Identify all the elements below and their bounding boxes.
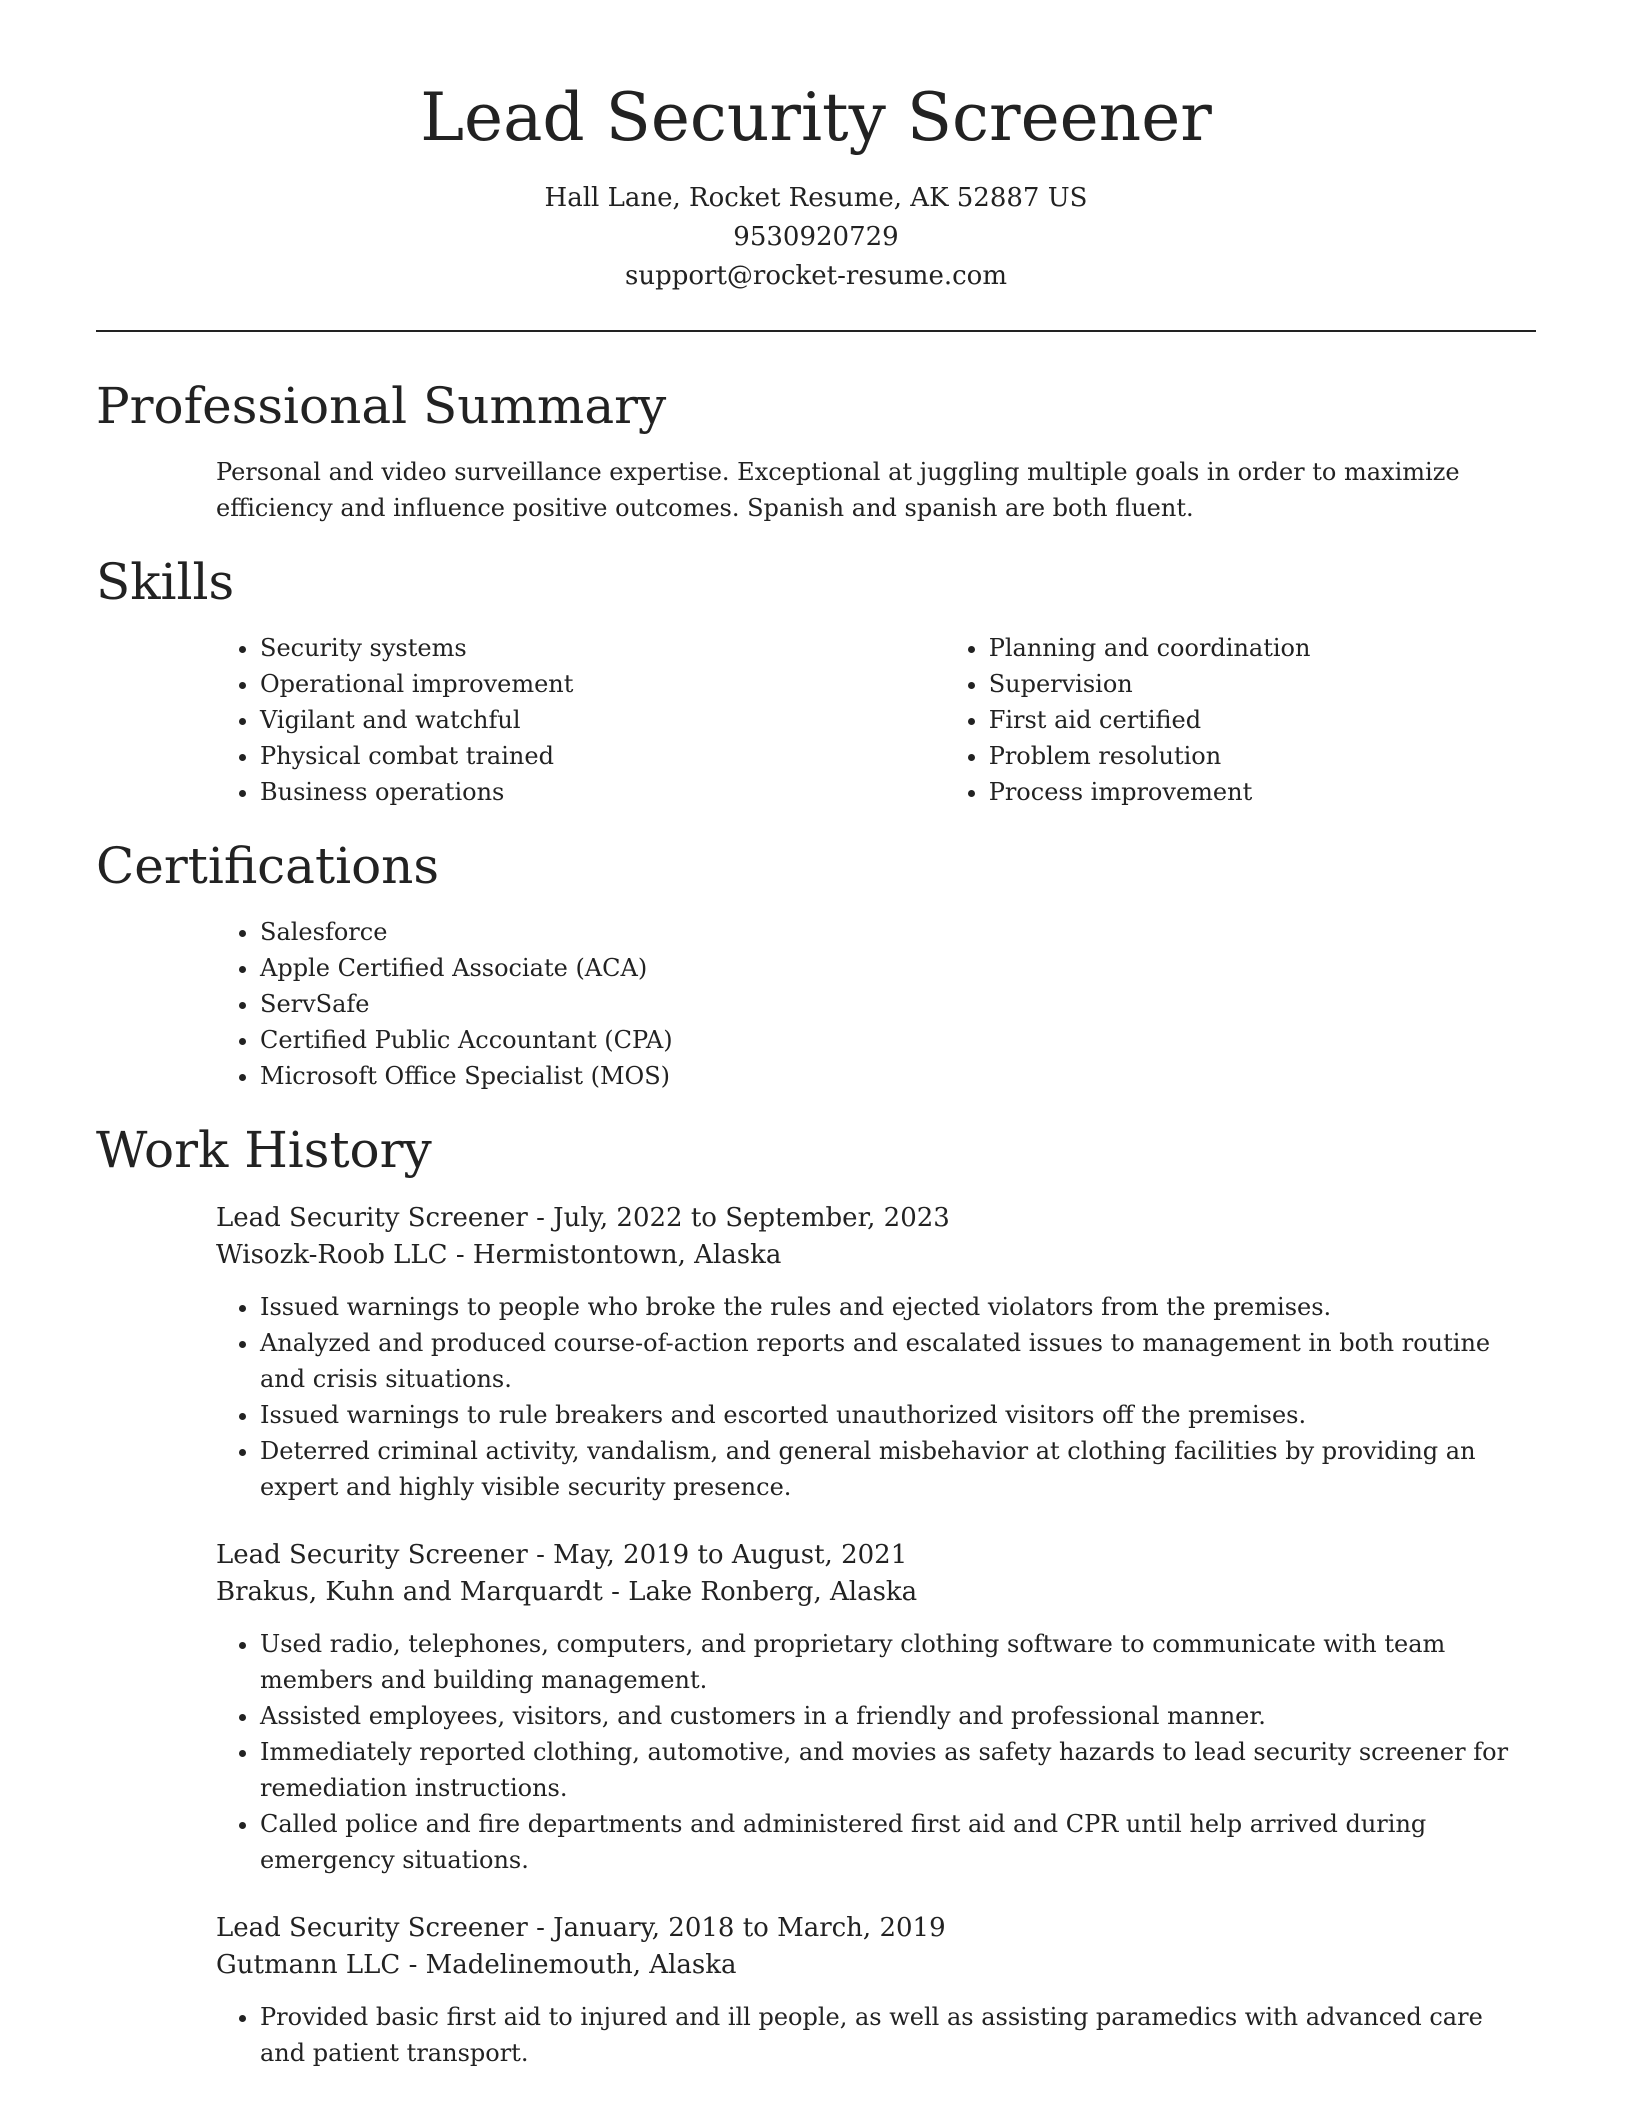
job-title: Lead Security Screener - May, 2019 to August, 2021 [216, 1539, 908, 1570]
summary-heading: Professional Summary [96, 377, 667, 435]
list-item: • Called police and fire departments and administered first aid and CPR until help arrived during emergency situations. [260, 1806, 1530, 1878]
list-item: • Salesforce [260, 914, 1536, 950]
skills-list-right [825, 630, 1536, 810]
contact-address: Hall Lane, Rocket Resume, AK 52887 US [544, 182, 1088, 213]
job-title: Lead Security Screener - January, 2018 to March, 2019 [216, 1912, 946, 1943]
list-item: • Security systems [260, 630, 825, 666]
list-item: • Business operations [260, 774, 825, 810]
list-item: • Problem resolution [989, 738, 1536, 774]
summary-text: Personal and video surveillance expertise. Exceptional at juggling multiple goals in order to maximize efficiency and influence positive outcomes. Spanish and spanish are both fluent. [216, 457, 1460, 522]
work-history-section [96, 1122, 1536, 2071]
list-item: • Planning and coordination [989, 630, 1536, 666]
list-item: • Deterred criminal activity, vandalism, and general misbehavior at clothing facilities by providing an expert and highly visible security presence. [260, 1433, 1530, 1505]
list-item: • Apple Certified Associate (ACA) [260, 950, 1536, 986]
job-company: Brakus, Kuhn and Marquardt - Lake Ronberg, Alaska [216, 1576, 918, 1607]
contact-email: support@rocket-resume.com [624, 260, 1007, 291]
contact-phone: 9530920729 [733, 221, 899, 252]
summary-section [96, 378, 1536, 526]
job-duties [216, 1999, 1536, 2071]
job-title: Lead Security Screener - July, 2022 to September, 2023 [216, 1202, 950, 1233]
job-entry [216, 1910, 1536, 2071]
skills-section [96, 554, 1536, 810]
job-duties [216, 1289, 1536, 1505]
certifications-list [96, 914, 1536, 1094]
list-item: • Physical combat trained [260, 738, 825, 774]
skills-list-left [96, 630, 825, 810]
list-item: • Vigilant and watchful [260, 702, 825, 738]
list-item: • Process improvement [989, 774, 1536, 810]
list-item: • Immediately reported clothing, automotive, and movies as safety hazards to lead security screener for remediation instructions. [260, 1734, 1530, 1806]
skills-heading: Skills [96, 553, 235, 611]
list-item: • Supervision [989, 666, 1536, 702]
skills-columns [96, 630, 1536, 810]
list-item: • Operational improvement [260, 666, 825, 702]
list-item: • Assisted employees, visitors, and customers in a friendly and professional manner. [260, 1698, 1530, 1734]
list-item: • First aid certified [989, 702, 1536, 738]
job-duties [216, 1626, 1536, 1878]
job-entry [216, 1537, 1536, 1878]
list-item: • Certified Public Accountant (CPA) [260, 1022, 1536, 1058]
candidate-name: Lead Security Screener [420, 79, 1212, 156]
job-entry [216, 1200, 1536, 1505]
list-item: • Analyzed and produced course-of-action reports and escalated issues to management in both routine and crisis situations. [260, 1325, 1530, 1397]
list-item: • Provided basic first aid to injured and ill people, as well as assisting paramedics with advanced care and patient transport. [260, 1999, 1530, 2071]
work-history-heading: Work History [96, 1121, 432, 1179]
job-company: Wisozk-Roob LLC - Hermistontown, Alaska [216, 1239, 782, 1270]
certifications-heading: Certifications [96, 837, 440, 895]
certifications-section [96, 838, 1536, 1094]
resume-header [96, 0, 1536, 332]
list-item: • Issued warnings to rule breakers and escorted unauthorized visitors off the premises. [260, 1397, 1530, 1433]
list-item: • Microsoft Office Specialist (MOS) [260, 1058, 1536, 1094]
header-divider [96, 330, 1536, 332]
list-item: • ServSafe [260, 986, 1536, 1022]
list-item: • Issued warnings to people who broke the rules and ejected violators from the premises. [260, 1289, 1530, 1325]
job-company: Gutmann LLC - Madelinemouth, Alaska [216, 1949, 737, 1980]
list-item: • Used radio, telephones, computers, and proprietary clothing software to communicate with team members and building management. [260, 1626, 1530, 1698]
resume-page [96, 0, 1536, 2067]
